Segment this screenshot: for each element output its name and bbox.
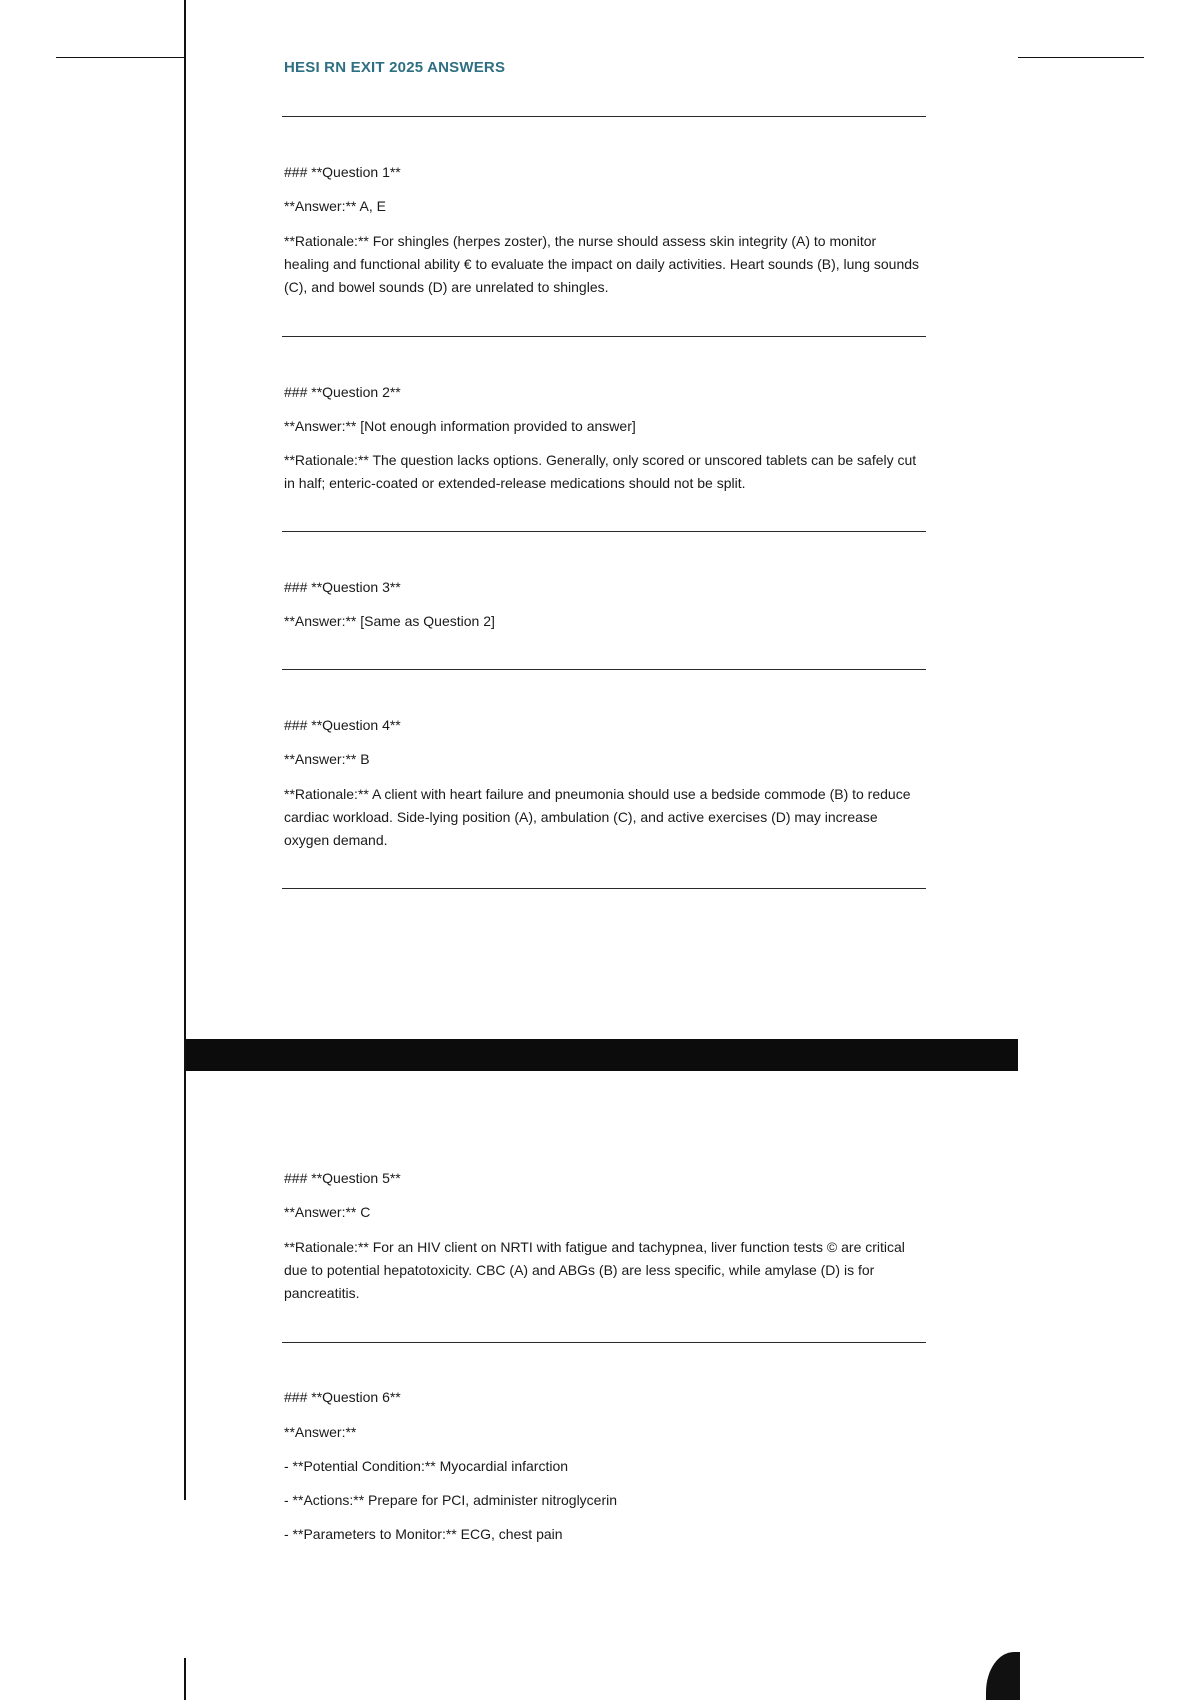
divider-5 [282,1342,926,1343]
left-page-border [184,0,186,1500]
page-break-band [186,1039,1018,1071]
document-header-title: HESI RN EXIT 2025 ANSWERS [284,59,506,76]
question-6-answer: **Answer:** [284,1424,357,1440]
question-5-rationale: **Rationale:** For an HIV client on NRTI with fatigue and tachypnea, liver function tests © are critical due to potential hepatotoxicity. CBC (A) and ABGs (B) are less specific, while amylase (D) is for pancreatitis. [284,1239,905,1301]
question-5-heading: ### **Question 5** [284,1170,401,1186]
corner-scan-artifact [986,1652,1020,1700]
question-2-answer: **Answer:** [Not enough information provided to answer] [284,418,636,434]
top-right-rule [1018,57,1144,58]
question-3-heading: ### **Question 3** [284,579,401,595]
question-1-answer: **Answer:** A, E [284,198,386,214]
divider-3 [282,669,926,670]
question-6-bullet-actions: - **Actions:** Prepare for PCI, administer nitroglycerin [284,1492,618,1508]
question-6-bullet-condition: - **Potential Condition:** Myocardial infarction [284,1458,569,1474]
question-5-answer: **Answer:** C [284,1204,371,1220]
question-2-heading: ### **Question 2** [284,384,401,400]
question-3-answer: **Answer:** [Same as Question 2] [284,613,495,629]
divider-4 [282,888,926,889]
top-left-rule [56,57,184,58]
question-2-rationale: **Rationale:** The question lacks options. Generally, only scored or unscored tablets can be safely cut in half; enteric-coated or extended-release medications should not be split. [284,452,917,491]
question-6-heading: ### **Question 6** [284,1389,401,1405]
divider-2 [282,531,926,532]
header-divider [282,116,926,117]
divider-1 [282,336,926,337]
question-4-answer: **Answer:** B [284,751,370,767]
question-6-bullet-parameters: - **Parameters to Monitor:** ECG, chest pain [284,1526,563,1542]
question-1-heading: ### **Question 1** [284,164,401,180]
question-4-rationale: **Rationale:** A client with heart failure and pneumonia should use a bedside commode (B) to reduce cardiac workload. Side-lying position (A), ambulation (C), and active exercises (D) may increase oxygen demand. [284,786,911,848]
question-1-rationale: **Rationale:** For shingles (herpes zoster), the nurse should assess skin integrity (A) to monitor healing and functional ability € to evaluate the impact on daily activities. Heart sounds (B), lung sounds (C), and bowel sounds (D) are unrelated to shingles. [284,233,920,295]
question-4-heading: ### **Question 4** [284,717,401,733]
left-page-border-lower [184,1658,186,1700]
